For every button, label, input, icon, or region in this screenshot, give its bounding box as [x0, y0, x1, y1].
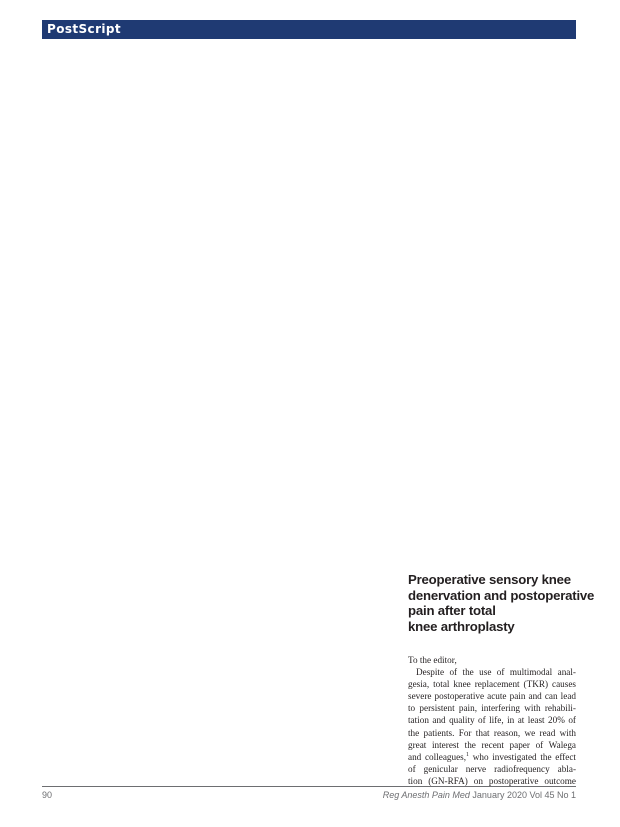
article-column — [408, 572, 595, 787]
body-line: of genicular nerve radiofrequency abla- — [408, 763, 576, 774]
journal-reference — [383, 790, 576, 800]
body-line: gesia, total knee replacement (TKR) causes — [408, 679, 576, 690]
section-banner — [42, 20, 576, 39]
footer-divider — [42, 786, 576, 787]
title-line: knee arthroplasty — [408, 618, 515, 634]
body-line: to persistent pain, interfering with rehabili- — [408, 703, 576, 714]
title-line: pain after total — [408, 603, 496, 618]
journal-title: Reg Anesth Pain Med — [382, 790, 470, 800]
article-body — [408, 666, 576, 787]
citation-reference[interactable]: 1 — [466, 751, 470, 758]
salutation: To the editor, — [408, 655, 457, 665]
body-line: Despite of the use of multimodal anal- — [416, 667, 576, 678]
body-line: tion (GN-RFA) on postoperative outcome — [408, 775, 576, 786]
body-line: severe postoperative acute pain and can lead — [408, 691, 576, 702]
section-label: PostScript — [47, 22, 122, 36]
body-line: tation and quality of life, in at least 20% of — [408, 715, 576, 726]
body-line: great interest the recent paper of Walega — [408, 739, 576, 750]
title-line: denervation and postoperative — [408, 587, 595, 603]
body-line-end: who investigated the effect — [469, 751, 576, 762]
title-line: Preoperative sensory knee — [408, 572, 571, 587]
body-line-with-citation — [408, 751, 576, 763]
page-number: 90 — [42, 790, 53, 800]
body-line-start: and colleagues, — [408, 751, 467, 762]
article-title — [408, 572, 595, 634]
journal-issue: January 2020 Vol 45 No 1 — [469, 790, 576, 800]
body-line: the patients. For that reason, we read with — [408, 727, 576, 738]
